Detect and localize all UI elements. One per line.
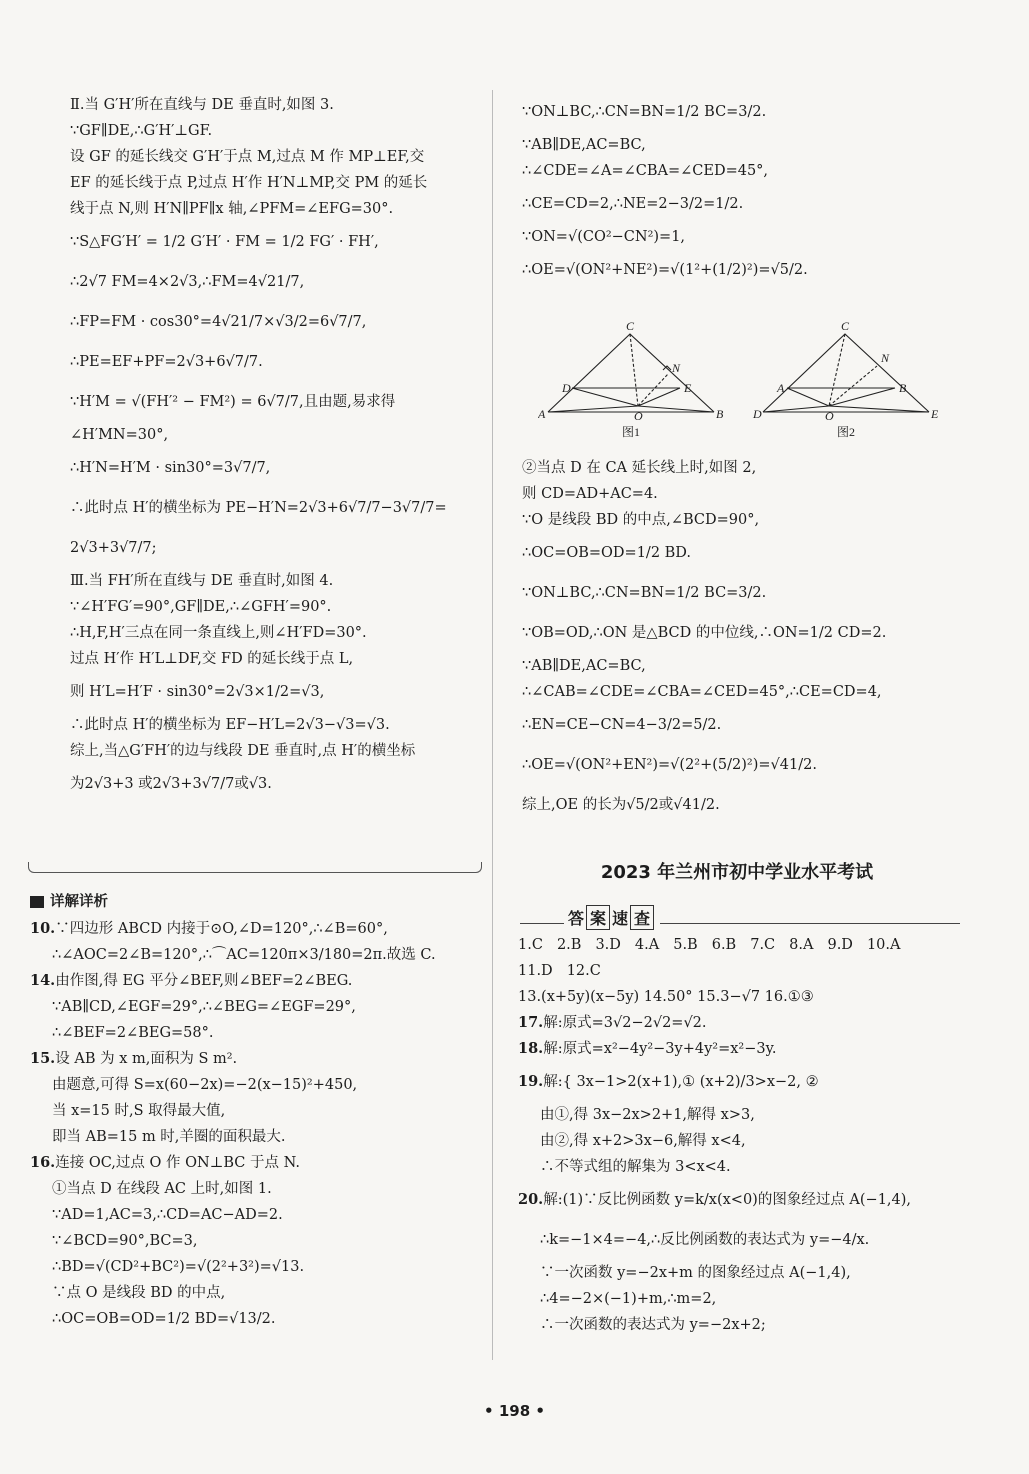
line-text: Ⅱ.当 G′H′所在直线与 DE 垂直时,如图 3. (70, 97, 334, 113)
line-text: 解:(1)∵反比例函数 y=k/x(x<0)的图象经过点 A(−1,4), (543, 1192, 912, 1208)
line-text: ∴2√7 FM=4×2√3,∴FM=4√21/7, (70, 274, 305, 290)
section-heading (30, 890, 108, 911)
text-line (518, 1312, 958, 1338)
text-line (70, 382, 470, 422)
line-text: Ⅲ.当 FH′所在直线与 DE 垂直时,如图 4. (70, 573, 334, 589)
line-text: 为2√3+3 或2√3+3√7/7或√3. (70, 776, 272, 792)
quick-answers-label (564, 905, 660, 930)
line-text: 解:原式=3√2−2√2=√2. (543, 1015, 707, 1031)
line-text: 当 x=15 时,S 取得最大值, (52, 1103, 226, 1119)
line-text: ∵点 O 是线段 BD 的中点, (52, 1285, 226, 1301)
text-line (30, 1046, 480, 1072)
figure-2 (763, 334, 929, 412)
text-line (30, 1098, 480, 1124)
figures (538, 322, 938, 444)
line-text: ②当点 D 在 CA 延长线上时,如图 2, (522, 460, 757, 476)
line-text: ∵O 是线段 BD 的中点,∠BCD=90°, (522, 512, 760, 528)
svg-text:O: O (634, 409, 643, 423)
line-text: ∵GF∥DE,∴G′H′⊥GF. (70, 123, 213, 139)
text-line (522, 507, 952, 533)
text-line (30, 916, 480, 942)
text-line (30, 968, 480, 994)
line-text: 由题意,可得 S=x(60−2x)=−2(x−15)²+450, (52, 1077, 358, 1093)
right-column-b (522, 455, 952, 825)
text-line (70, 672, 470, 712)
line-text: ∴OE=√(ON²+EN²)=√(2²+(5/2)²)=√41/2. (522, 757, 817, 773)
svg-text:A: A (777, 381, 785, 395)
line-text: ∵S△FG′H′ = 1/2 G′H′ · FM = 1/2 FG′ · FH′, (70, 234, 379, 250)
left-column-lower (30, 916, 480, 1332)
svg-text:E: E (931, 407, 938, 421)
text-line (30, 1306, 480, 1332)
line-text: ∴OC=OB=OD=1/2 BD. (522, 545, 692, 561)
line-text: ∴∠BEF=2∠BEG=58°. (52, 1025, 214, 1041)
answer-item: 10.A (866, 937, 901, 953)
text-line (30, 1202, 480, 1228)
line-text: 综上,OE 的长为√5/2或√41/2. (522, 797, 720, 813)
figure-1 (548, 334, 714, 412)
text-line (522, 613, 952, 653)
text-line (522, 250, 952, 290)
text-line (70, 620, 470, 646)
text-line (70, 144, 470, 170)
text-line (518, 1062, 958, 1102)
heading-bar-icon (30, 896, 44, 908)
geometry-figures (538, 322, 938, 440)
line-text: ∵一次函数 y=−2x+m 的图象经过点 A(−1,4), (540, 1265, 851, 1281)
answer-item: 1.C (518, 937, 543, 953)
text-line (70, 738, 470, 764)
text-line (518, 1154, 958, 1180)
text-line (70, 118, 470, 144)
text-line (522, 132, 952, 158)
line-text: 过点 H′作 H′L⊥DF,交 FD 的延长线于点 L, (70, 651, 354, 667)
text-line (30, 1072, 480, 1098)
line-text: ∴FP=FM · cos30°=4√21/7×√3/2=6√7/7, (70, 314, 367, 330)
answer-item: 3.D (595, 937, 621, 953)
text-line (30, 942, 480, 968)
text-line (30, 1176, 480, 1202)
left-column (70, 92, 470, 804)
line-text: ①当点 D 在线段 AC 上时,如图 1. (52, 1181, 272, 1197)
line-text: 解:{ 3x−1>2(x+1),① (x+2)/3>x−2, ② (543, 1074, 819, 1090)
line-text: ∴PE=EF+PF=2√3+6√7/7. (70, 354, 263, 370)
question-number: 20. (518, 1191, 544, 1208)
text-line (70, 222, 470, 262)
line-text: ∴BD=√(CD²+BC²)=√(2²+3²)=√13. (52, 1259, 305, 1275)
right-column (522, 92, 952, 290)
text-line (522, 224, 952, 250)
line-text: 连接 OC,过点 O 作 ON⊥BC 于点 N. (55, 1155, 300, 1171)
line-text: ∵AB∥DE,AC=BC, (522, 137, 646, 153)
text-line (518, 1036, 958, 1062)
svg-text:N: N (881, 351, 890, 365)
text-line (518, 1260, 958, 1286)
text-line (70, 196, 470, 222)
line-text: 则 CD=AD+AC=4. (522, 486, 658, 502)
text-line (70, 448, 470, 488)
line-text: 由作图,得 EG 平分∠BEF,则∠BEF=2∠BEG. (55, 973, 353, 989)
line-text: ∴一次函数的表达式为 y=−2x+2; (540, 1317, 766, 1333)
figure-1-caption: 图1 (622, 425, 641, 439)
text-line (522, 573, 952, 613)
line-text: ∴H,F,H′三点在同一条直线上,则∠H′FD=30°. (70, 625, 367, 641)
line-text: ∵∠BCD=90°,BC=3, (52, 1233, 198, 1249)
line-text: ∴∠AOC=2∠B=120°,∴⌒AC=120π×3/180=2π.故选 C. (52, 947, 436, 963)
answers-section (518, 932, 958, 1338)
line-text: 即当 AB=15 m 时,羊圈的面积最大. (52, 1129, 286, 1145)
text-line (522, 455, 952, 481)
text-line (518, 1102, 958, 1128)
text-line (70, 528, 470, 568)
figure-2-labels (752, 322, 938, 439)
question-number: 18. (518, 1040, 544, 1057)
text-line (522, 745, 952, 785)
text-line (30, 1254, 480, 1280)
line-text: ∵∠H′FG′=90°,GF∥DE,∴∠GFH′=90°. (70, 599, 332, 615)
text-line (70, 488, 470, 528)
text-line (522, 92, 952, 132)
text-line (70, 170, 470, 196)
svg-text:O: O (825, 409, 834, 423)
answers-body (518, 984, 958, 1338)
answer-item: 2.B (556, 937, 582, 953)
text-line (518, 1180, 958, 1220)
line-text: 综上,当△G′FH′的边与线段 DE 垂直时,点 H′的横坐标 (70, 743, 416, 759)
text-line (70, 568, 470, 594)
text-line (70, 646, 470, 672)
text-line (518, 1220, 958, 1260)
line-text: EF 的延长线于点 P,过点 H′作 H′N⊥MP,交 PM 的延长 (70, 175, 428, 191)
line-text: ∴OC=OB=OD=1/2 BD=√13/2. (52, 1311, 276, 1327)
text-line (30, 1020, 480, 1046)
question-number: 16. (30, 1154, 56, 1171)
label-char: 答 (568, 909, 585, 928)
line-text: ∴不等式组的解集为 3<x<4. (540, 1159, 731, 1175)
line-text: ∵OB=OD,∴ON 是△BCD 的中位线,∴ON=1/2 CD=2. (522, 625, 887, 641)
answer-item: 4.A (634, 937, 660, 953)
svg-text:C: C (626, 322, 635, 333)
question-number: 10. (30, 920, 56, 937)
text-line (70, 594, 470, 620)
text-line (70, 262, 470, 302)
text-line (30, 1280, 480, 1306)
line-text: ∵AB∥DE,AC=BC, (522, 658, 646, 674)
line-text: ∴∠CDE=∠A=∠CBA=∠CED=45°, (522, 163, 769, 179)
answers-row-1 (518, 932, 958, 958)
svg-text:N: N (672, 361, 681, 375)
line-text: 则 H′L=H′F · sin30°=2√3×1/2=√3, (70, 684, 325, 700)
answer-item: 6.B (711, 937, 737, 953)
text-line (70, 342, 470, 382)
text-line (30, 1150, 480, 1176)
text-line (522, 653, 952, 679)
line-text: ∵AD=1,AC=3,∴CD=AC−AD=2. (52, 1207, 283, 1223)
text-line (70, 92, 470, 118)
text-line (518, 1128, 958, 1154)
text-line (518, 1286, 958, 1312)
text-line (30, 1124, 480, 1150)
question-number: 17. (518, 1014, 544, 1031)
line-text: ∴此时点 H′的横坐标为 EF−H′L=2√3−√3=√3. (70, 717, 390, 733)
line-text: ∵四边形 ABCD 内接于⊙O,∠D=120°,∴∠B=60°, (55, 921, 388, 937)
svg-text:A: A (538, 407, 546, 421)
label-char: 查 (630, 905, 654, 930)
text-line (70, 712, 470, 738)
text-line (30, 994, 480, 1020)
svg-text:E: E (684, 381, 692, 395)
answer-item: 8.A (789, 937, 814, 953)
page-number: • 198 • (484, 1402, 545, 1420)
line-text: ∴H′N=H′M · sin30°=3√7/7, (70, 460, 271, 476)
text-line (522, 184, 952, 224)
text-line (522, 679, 952, 705)
answer-item: 11.D (518, 963, 553, 979)
column-divider (492, 90, 493, 1360)
line-text: 2√3+3√7/7; (70, 540, 157, 556)
label-char: 速 (612, 909, 629, 928)
exam-title: 2023 年兰州市初中学业水平考试 (600, 862, 874, 883)
quick-answers-header (520, 905, 960, 931)
line-text: 由①,得 3x−2x>2+1,解得 x>3, (540, 1107, 755, 1123)
figure-2-caption: 图2 (837, 425, 856, 439)
answers-row-2 (518, 958, 958, 984)
line-text: ∴此时点 H′的横坐标为 PE−H′N=2√3+6√7/7−3√7/7= (70, 500, 447, 516)
line-text: ∵ON⊥BC,∴CN=BN=1/2 BC=3/2. (522, 104, 767, 120)
section-bracket (28, 862, 482, 873)
line-text: 解:原式=x²−4y²−3y+4y²=x²−3y. (543, 1041, 777, 1057)
line-text: 由②,得 x+2>3x−6,解得 x<4, (540, 1133, 746, 1149)
line-text: ∵H′M = √(FH′² − FM²) = 6√7/7,且由题,易求得 (70, 394, 396, 410)
line-text: ∵AB∥CD,∠EGF=29°,∴∠BEG=∠EGF=29°, (52, 999, 356, 1015)
question-number: 15. (30, 1050, 56, 1067)
line-text: 设 GF 的延长线交 G′H′于点 M,过点 M 作 MP⊥EF,交 (70, 149, 425, 165)
line-text: 线于点 N,则 H′N∥PF∥x 轴,∠PFM=∠EFG=30°. (70, 201, 394, 217)
svg-text:D: D (562, 381, 571, 395)
line-text: ∴k=−1×4=−4,∴反比例函数的表达式为 y=−4/x. (540, 1232, 870, 1248)
line-text: ∠H′MN=30°, (70, 427, 169, 443)
label-char: 案 (586, 905, 610, 930)
line-text: ∴OE=√(ON²+NE²)=√(1²+(1/2)²)=√5/2. (522, 262, 808, 278)
line-text: ∴∠CAB=∠CDE=∠CBA=∠CED=45°,∴CE=CD=4, (522, 684, 882, 700)
text-line (522, 158, 952, 184)
line-text: ∴EN=CE−CN=4−3/2=5/2. (522, 717, 722, 733)
line-text: ∴4=−2×(−1)+m,∴m=2, (540, 1291, 717, 1307)
text-line (70, 302, 470, 342)
text-line (522, 705, 952, 745)
answer-item: 5.B (673, 937, 698, 953)
text-line (522, 533, 952, 573)
svg-text:B: B (899, 381, 907, 395)
answer-item: 7.C (750, 937, 776, 953)
line-text: ∵ON=√(CO²−CN²)=1, (522, 229, 686, 245)
text-line (518, 1010, 958, 1036)
line-text: ∴CE=CD=2,∴NE=2−3/2=1/2. (522, 196, 744, 212)
text-line (70, 422, 470, 448)
text-line (522, 785, 952, 825)
svg-text:C: C (841, 322, 850, 333)
line-text: 13.(x+5y)(x−5y) 14.50° 15.3−√7 16.①③ (518, 989, 814, 1005)
text-line (518, 984, 958, 1010)
question-number: 19. (518, 1073, 544, 1090)
section-heading-text: 详解详析 (50, 894, 108, 910)
svg-text:B: B (716, 407, 724, 421)
answer-item: 12.C (566, 963, 601, 979)
text-line (522, 481, 952, 507)
answer-item: 9.D (827, 937, 853, 953)
line-text: 设 AB 为 x m,面积为 S m². (55, 1051, 238, 1067)
text-line (70, 764, 470, 804)
text-line (30, 1228, 480, 1254)
question-number: 14. (30, 972, 56, 989)
line-text: ∵ON⊥BC,∴CN=BN=1/2 BC=3/2. (522, 585, 767, 601)
svg-text:D: D (753, 407, 762, 421)
